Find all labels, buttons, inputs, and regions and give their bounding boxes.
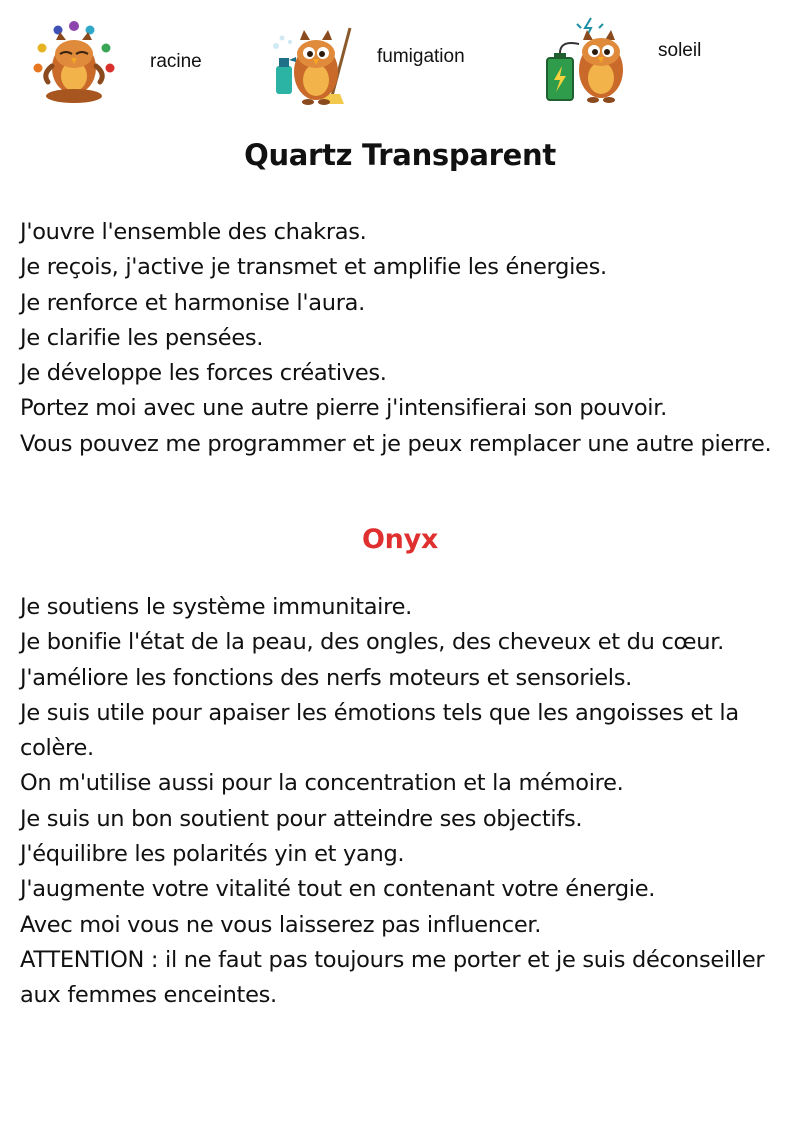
text-line: J'augmente votre vitalité tout en contenant votre énergie. bbox=[20, 876, 656, 903]
text-line: Je renforce et harmonise l'aura. bbox=[20, 289, 366, 316]
text-line: Je soutiens le système immunitaire. bbox=[20, 594, 412, 620]
text-line: J'équilibre les polarités yin et yang. bbox=[20, 841, 405, 868]
text-line: Je suis utile pour apaiser les émotions tels que les angoisses et la colère. bbox=[20, 699, 739, 762]
meditating-owl-chakras-icon bbox=[28, 18, 120, 106]
section-title-quartz bbox=[0, 138, 800, 172]
quartz-title-text: Quartz Transparent bbox=[244, 138, 556, 172]
onyx-title-text: Onyx bbox=[362, 524, 438, 555]
text-line: On m'utilise aussi pour la concentration et la mémoire. bbox=[20, 770, 624, 797]
text-line: Je suis un bon soutient pour atteindre ses objectifs. bbox=[20, 805, 583, 832]
section-title-onyx bbox=[0, 524, 800, 555]
quartz-description bbox=[20, 215, 790, 462]
owl-charging-battery-icon bbox=[543, 16, 635, 104]
icon-label-fumigation: fumigation bbox=[377, 46, 465, 67]
owl-cleaning-spray-icon bbox=[270, 24, 362, 106]
text-line: Je développe les forces créatives. bbox=[20, 360, 387, 387]
text-line: Je bonifie l'état de la peau, des ongles, des cheveux et du cœur. bbox=[20, 629, 724, 656]
text-line: Je clarifie les pensées. bbox=[20, 324, 264, 351]
text-line: ATTENTION : il ne faut pas toujours me porter et je suis déconseiller aux femmes enceintes. bbox=[20, 946, 765, 1009]
icon-label-soleil: soleil bbox=[658, 40, 702, 61]
text-line: Avec moi vous ne vous laisserez pas influencer. bbox=[20, 911, 542, 938]
text-line: Portez moi avec une autre pierre j'intensifierai son pouvoir. bbox=[20, 395, 667, 422]
icon-label-racine: racine bbox=[150, 51, 202, 72]
text-line: J'ouvre l'ensemble des chakras. bbox=[20, 219, 367, 245]
icon-row bbox=[0, 0, 800, 110]
text-line: Vous pouvez me programmer et je peux remplacer une autre pierre. bbox=[20, 430, 772, 457]
onyx-description bbox=[20, 590, 790, 1014]
text-line: Je reçois, j'active je transmet et amplifie les énergies. bbox=[20, 254, 607, 281]
text-line: J'améliore les fonctions des nerfs moteurs et sensoriels. bbox=[20, 664, 633, 691]
